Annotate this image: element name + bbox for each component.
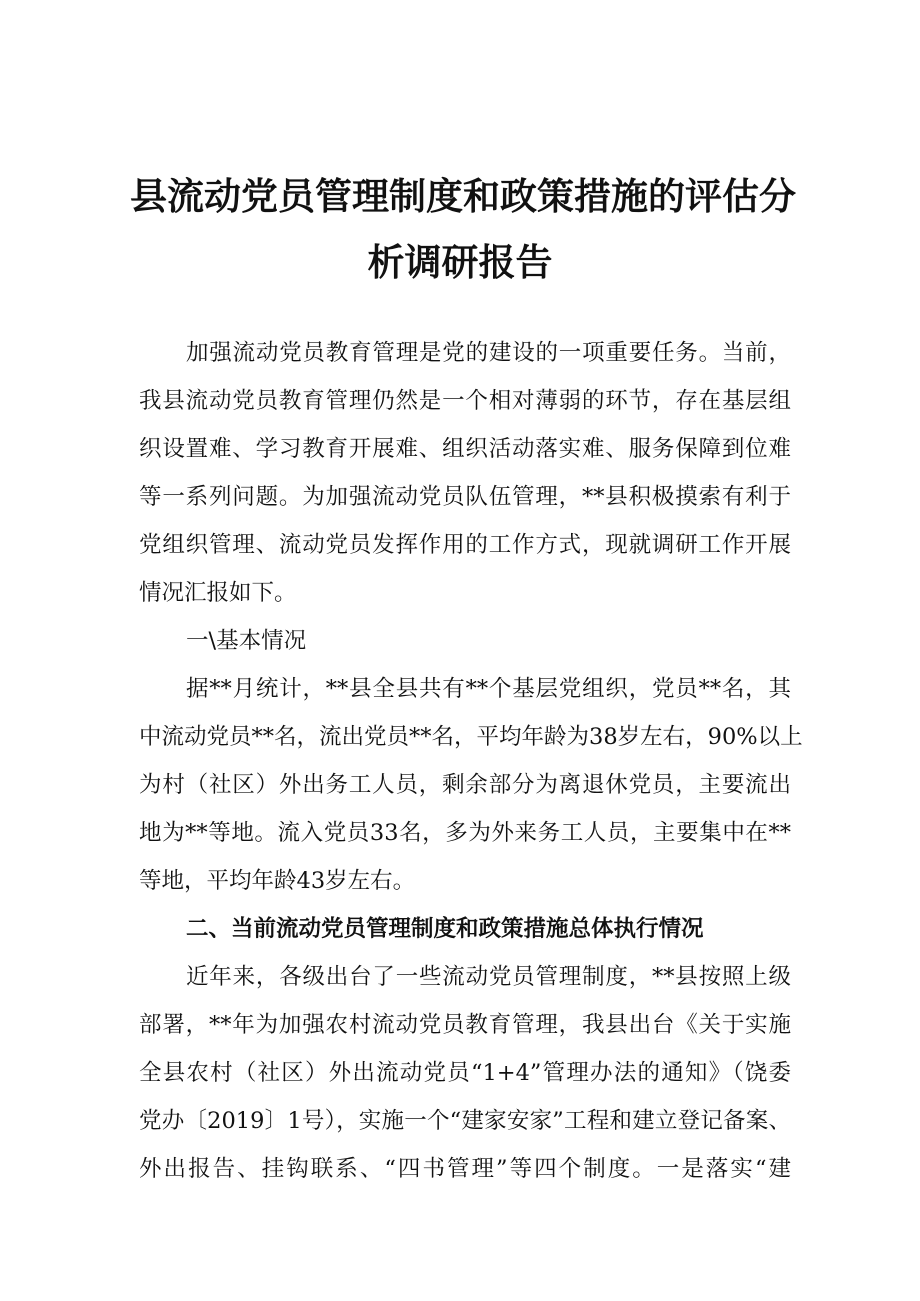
section-1-heading: 一\基本情况 [186, 628, 307, 654]
section-2-heading: 二、当前流动党员管理制度和政策措施总体执行情况 [186, 916, 704, 942]
section-1-line: 据**月统计，**县全县共有**个基层党组织，党员**名，其 [186, 676, 791, 702]
intro-line: 织设置难、学习教育开展难、组织活动落实难、服务保障到位难 [139, 436, 791, 462]
intro-line: 加强流动党员教育管理是党的建设的一项重要任务。当前， [186, 340, 791, 366]
section-1-line: 中流动党员**名，流出党员**名，平均年龄为38岁左右，90%以上 [139, 724, 803, 750]
document-title-line-1: 县流动党员管理制度和政策措施的评估分 [130, 175, 796, 218]
intro-line: 我县流动党员教育管理仍然是一个相对薄弱的环节，存在基层组 [139, 388, 791, 414]
section-2-line: 外出报告、挂钩联系、“四书管理”等四个制度。一是落实“建 [139, 1156, 791, 1182]
section-2-line: 近年来，各级出台了一些流动党员管理制度，**县按照上级 [186, 964, 791, 990]
intro-line: 情况汇报如下。 [139, 580, 297, 606]
intro-line: 党组织管理、流动党员发挥作用的工作方式，现就调研工作开展 [139, 532, 791, 558]
document-title-line-2: 析调研报告 [367, 241, 553, 284]
section-1-line: 等地，平均年龄43岁左右。 [139, 868, 416, 894]
section-2-line: 党办〔2019〕1号），实施一个“建家安家”工程和建立登记备案、 [139, 1108, 791, 1134]
section-1-line: 地为**等地。流入党员33名，多为外来务工人员，主要集中在** [139, 820, 791, 846]
section-2-line: 全县农村（社区）外出流动党员“1+4”管理办法的通知》（饶委 [139, 1060, 791, 1086]
intro-line: 等一系列问题。为加强流动党员队伍管理，**县积极摸索有利于 [139, 484, 791, 510]
section-2-line: 部署，**年为加强农村流动党员教育管理，我县出台《关于实施 [139, 1012, 791, 1038]
section-1-line: 为村（社区）外出务工人员，剩余部分为离退休党员，主要流出 [139, 772, 791, 798]
